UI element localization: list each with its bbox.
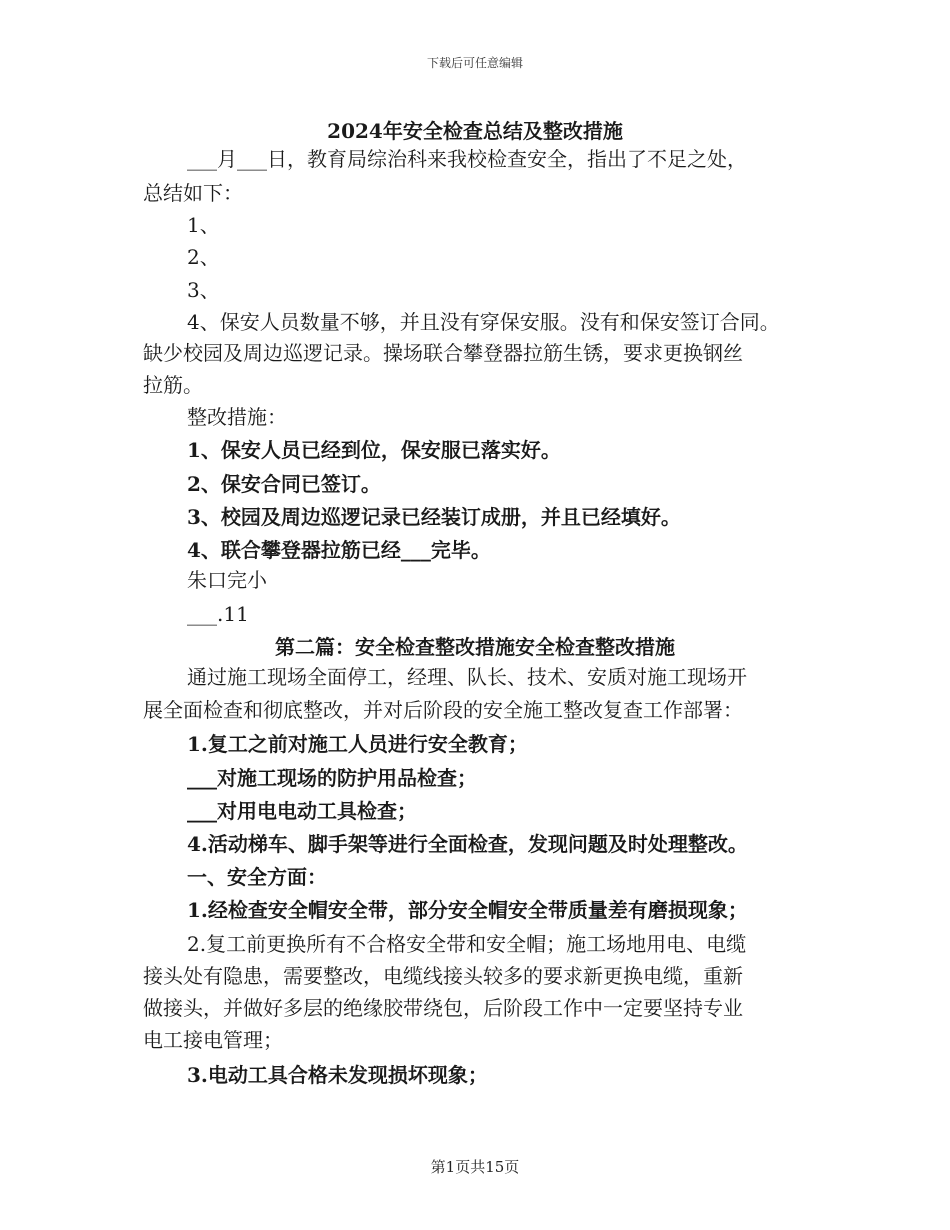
- item4-line-1: 4、保安人员数量不够，并且没有穿保安服。没有和保安签订合同。: [187, 310, 780, 334]
- safety-item-2-line-4: 电工接电管理；: [143, 1028, 283, 1052]
- document-title: 2024年安全检查总结及整改措施: [327, 119, 623, 143]
- safety-item-2-line-1: 2.复工前更换所有不合格安全带和安全帽；施工场地用电、电缆: [187, 932, 747, 956]
- safety-item-3: 3.电动工具合格未发现损坏现象；: [187, 1063, 488, 1087]
- section-heading-safety: 一、安全方面：: [187, 865, 327, 889]
- step-2: ___对施工现场的防护用品检查；: [187, 766, 477, 790]
- intro-line-1: ___月___日，教育局综治科来我校检查安全，指出了不足之处，: [187, 147, 747, 171]
- list-item-1: 1、: [187, 213, 220, 237]
- section-title-2: 第二篇：安全检查整改措施安全检查整改措施: [275, 635, 675, 659]
- list-item-3: 3、: [187, 278, 220, 302]
- item4-line-3: 拉筋。: [143, 373, 203, 397]
- para2-line-2: 展全面检查和彻底整改，并对后阶段的安全施工整改复查工作部署：: [143, 698, 743, 722]
- step-4: 4.活动梯车、脚手架等进行全面检查，发现问题及时处理整改。: [187, 832, 748, 856]
- para2-line-1: 通过施工现场全面停工，经理、队长、技术、安质对施工现场开: [187, 665, 747, 689]
- list-item-2: 2、: [187, 245, 220, 269]
- page-footer: 第1页共15页: [430, 1158, 520, 1176]
- document-date: ___.11: [187, 602, 249, 626]
- measure-4: 4、联合攀登器拉筋已经___完毕。: [187, 538, 491, 562]
- safety-item-2-line-2: 接头处有隐患，需要整改，电缆线接头较多的要求新更换电缆，重新: [143, 964, 743, 988]
- step-1: 1.复工之前对施工人员进行安全教育；: [187, 732, 528, 756]
- safety-item-1: 1.经检查安全帽安全带，部分安全帽安全带质量差有磨损现象；: [187, 898, 748, 922]
- measure-1: 1、保安人员已经到位，保安服已落实好。: [187, 438, 561, 462]
- measures-label: 整改措施：: [187, 405, 287, 429]
- page-header-note: 下载后可任意编辑: [426, 56, 523, 70]
- step-3: ___对用电电动工具检查；: [187, 799, 417, 823]
- measure-2: 2、保安合同已签订。: [187, 472, 381, 496]
- safety-item-2-line-3: 做接头，并做好多层的绝缘胶带绕包，后阶段工作中一定要坚持专业: [143, 996, 743, 1020]
- school-name: 朱口完小: [187, 568, 267, 592]
- item4-line-2: 缺少校园及周边巡逻记录。操场联合攀登器拉筋生锈，要求更换钢丝: [143, 341, 743, 365]
- measure-3: 3、校园及周边巡逻记录已经装订成册，并且已经填好。: [187, 505, 681, 529]
- intro-line-2: 总结如下：: [143, 181, 243, 205]
